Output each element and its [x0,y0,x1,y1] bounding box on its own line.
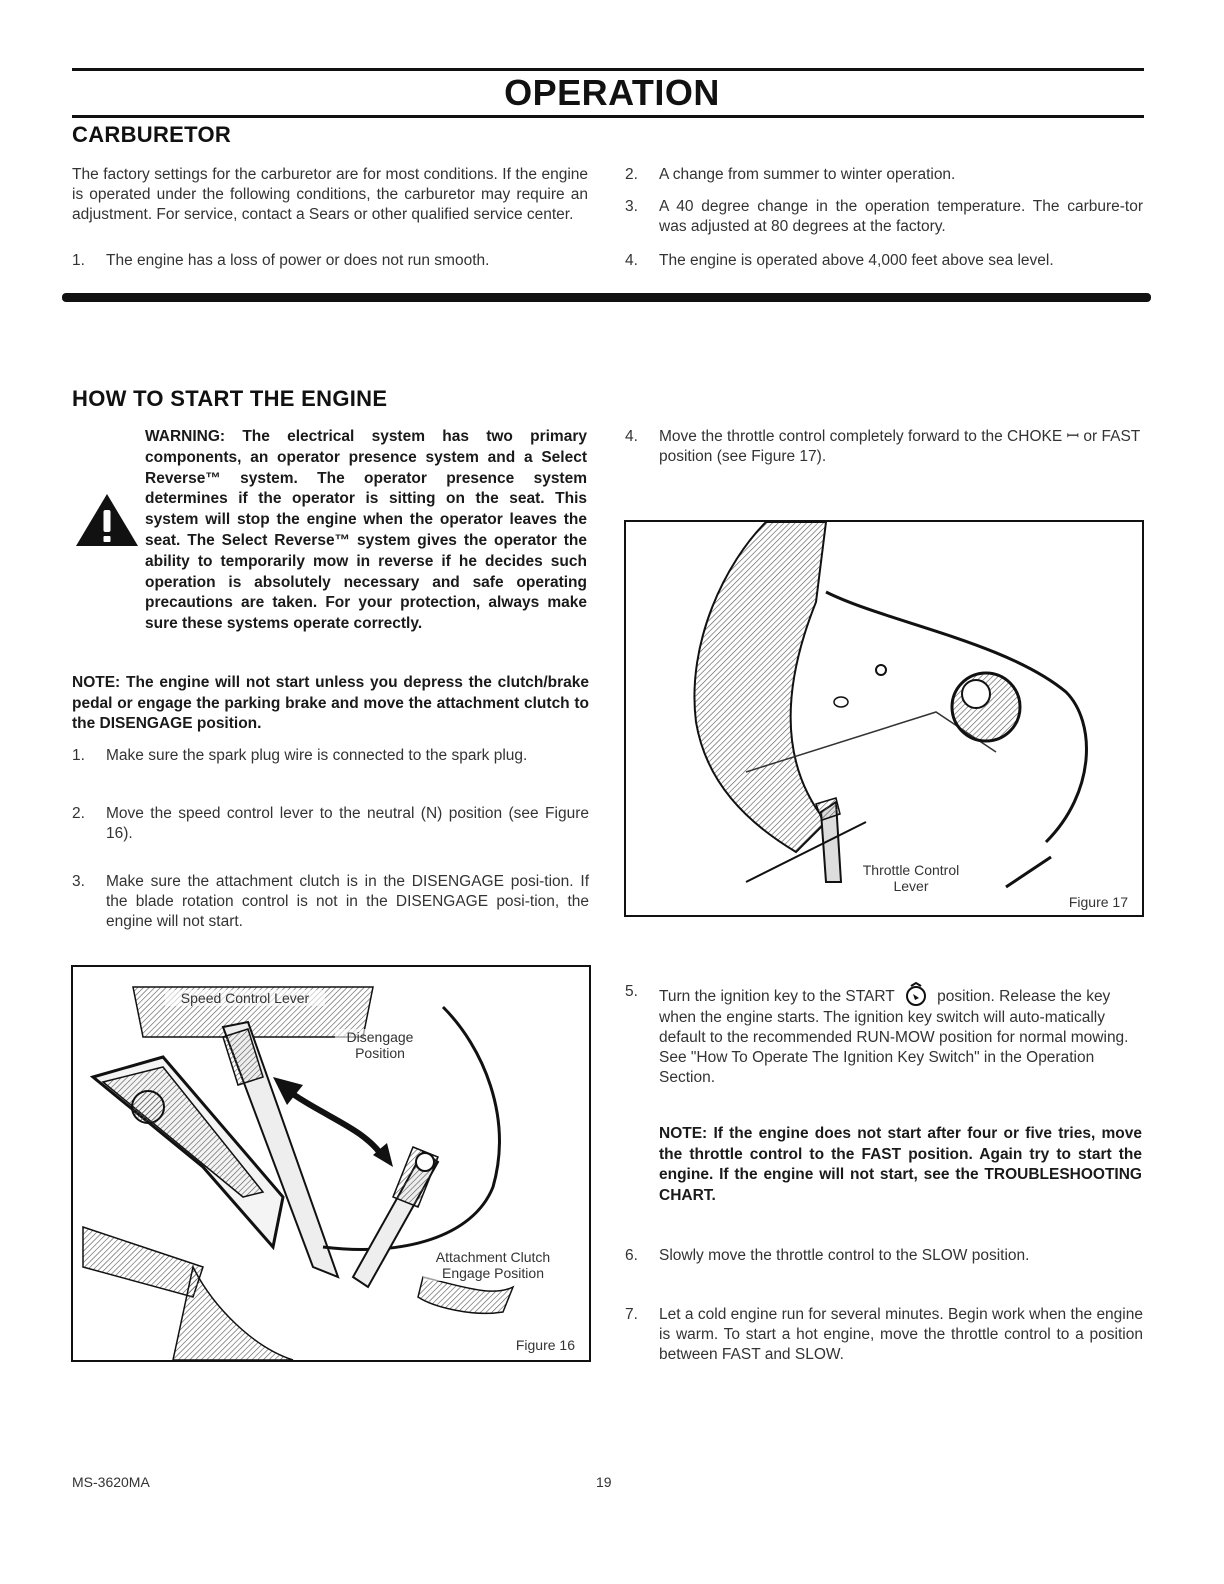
figure-16 [71,965,591,1362]
step-number: 6. [625,1247,638,1264]
start-engine-heading: HOW TO START THE ENGINE [72,386,388,411]
step-text: Make sure the spark plug wire is connected to the spark plug. [106,747,528,764]
step-number: 1. [72,747,85,764]
speed-lever-label: Speed Control Lever [165,990,325,1006]
disengage-label: Disengage Position [335,1029,425,1061]
speed-lever-illustration [73,967,589,1360]
warning-icon [74,492,140,548]
item-text: The engine has a loss of power or does not run smooth. [106,252,490,269]
warning-text: WARNING: The electrical system has two primary components, an operator presence system and a Select Reverse™ system. The operator presence system determines if the operator is sitting on the seat. This system will stop the engine when the operator leaves the seat. The Select Reverse™ system gives the operator the ability to temporarily mow in reverse if he decides such operation is absolutely necessary and safe operating precautions are taken. For your protection, always make sure these systems operate correctly. [145,428,587,633]
page-number: 19 [596,1474,612,1490]
item-text: The engine is operated above 4,000 feet above sea level. [659,252,1054,269]
item-text: A 40 degree change in the operation temperature. The carbure-tor was adjusted at 80 degrees at the factory. [659,198,1143,235]
page-title: OPERATION [504,72,720,113]
step-number: 2. [72,805,85,822]
note-troubleshooting: NOTE: If the engine does not start after four or five tries, move the throttle control to the FAST position. Again try to start the engine. If the engine will not start, see the TROUBLESHOOTING CHART. [659,1125,1142,1204]
step-text: Slowly move the throttle control to the SLOW position. [659,1247,1030,1264]
item-text: A change from summer to winter operation. [659,166,956,183]
carburetor-heading: CARBURETOR [72,122,232,147]
item-number: 1. [72,252,85,269]
title-rule [72,115,1144,118]
step-number: 3. [72,873,85,890]
step-number: 7. [625,1306,638,1323]
step-text: Move the speed control lever to the neutral (N) position (see Figure 16). [106,805,589,842]
step-text: Let a cold engine run for several minutes. Begin work when the engine is warm. To start a hot engine, move the throttle control to a position between FAST and SLOW. [659,1306,1143,1363]
section-divider [62,293,1151,302]
step-number: 5. [625,983,638,1000]
throttle-illustration [626,522,1142,915]
step-number: 4. [625,428,638,445]
step-text-rest: position. Release the key when the engine starts. The ignition key switch will auto-matically default to the recommended RUN-MOW position for normal mowing. See "How To Operate The Ignition Key Switch" in the Operation Section. [659,988,1129,1086]
attachment-clutch-label: Attachment Clutch Engage Position [423,1249,563,1281]
ignition-start-icon [903,982,929,1008]
item-number: 3. [625,198,638,215]
model-number: MS-3620MA [72,1474,150,1490]
figure-16-caption: Figure 16 [515,1337,575,1353]
top-rule [72,68,1144,71]
figure-17-caption: Figure 17 [1068,894,1128,910]
step-text: Make sure the attachment clutch is in the DISENGAGE posi-tion. If the blade rotation control is not in the DISENGAGE posi-tion, the engine will not start. [106,873,589,930]
step-text-start: Turn the ignition key to the START [659,988,895,1005]
carburetor-intro: The factory settings for the carburetor are for most conditions. If the engine is operated under the following conditions, the carburetor may require an adjustment. For service, contact a Sears or other qualified service center. [72,166,588,223]
item-number: 4. [625,252,638,269]
figure-17 [624,520,1144,917]
step-text: Move the throttle control completely forward to the CHOKE ꟷ or FAST position (see Figure 17). [659,428,1140,465]
note-disengage: NOTE: The engine will not start unless you depress the clutch/brake pedal or engage the parking brake and move the attachment clutch to the DISENGAGE position. [72,674,589,732]
throttle-label: Throttle Control Lever [856,862,966,894]
item-number: 2. [625,166,638,183]
